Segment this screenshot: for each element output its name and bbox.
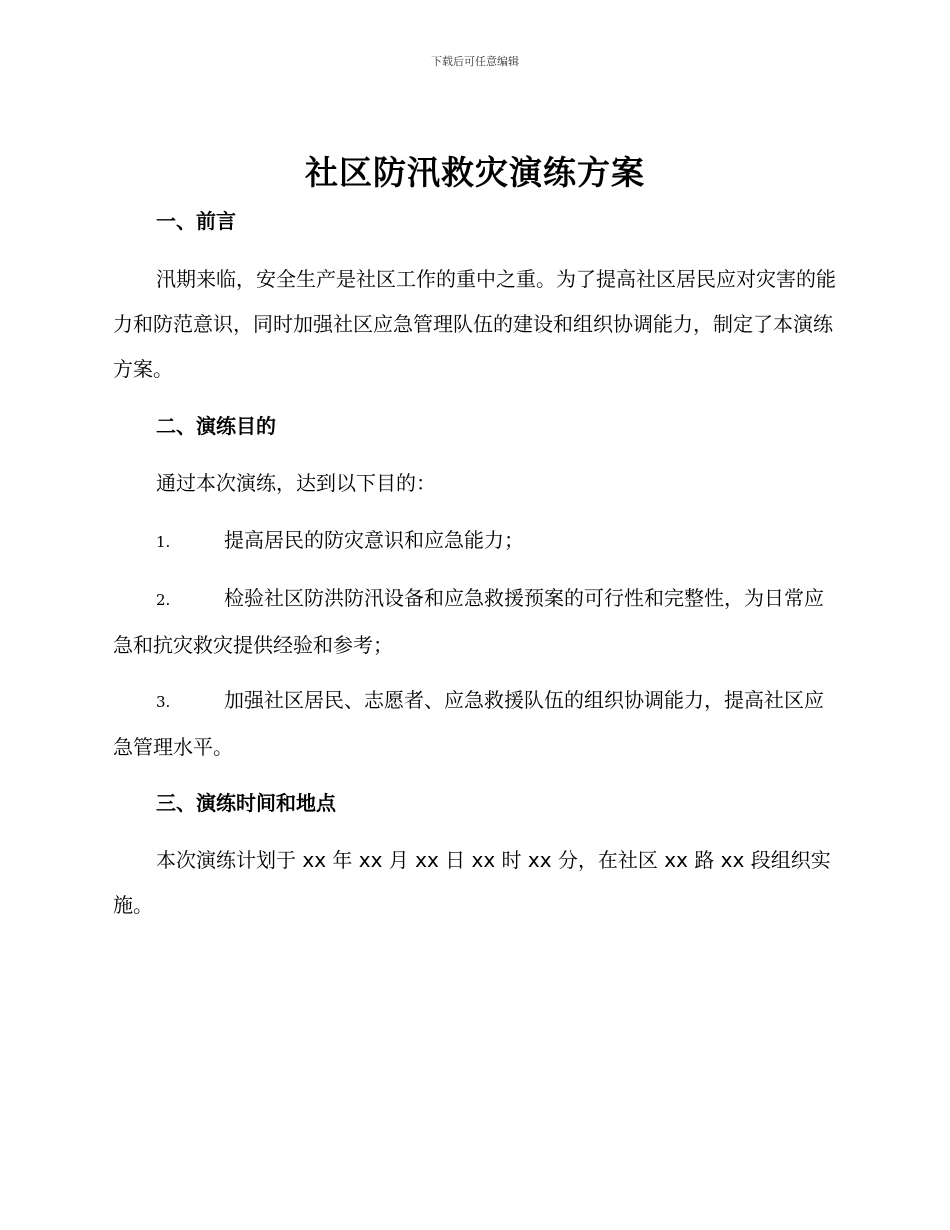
section-heading-time-location: 三、演练时间和地点 (156, 791, 336, 815)
document-title: 社区防汛救灾演练方案 (305, 153, 645, 192)
list-item-text: 加强社区居民、志愿者、应急救援队伍的组织协调能力，提高社区应急管理水平。 (113, 688, 824, 759)
list-item (113, 678, 838, 770)
header-note: 下载后可任意编辑 (431, 55, 519, 68)
section-paragraph-time-location: 本次演练计划于 xx 年 xx 月 xx 日 xx 时 xx 分，在社区 xx 路 xx 段组织实施。 (113, 848, 831, 917)
list-item (113, 576, 838, 668)
section-paragraph-purpose: 通过本次演练，达到以下目的： (156, 471, 436, 495)
list-item (113, 518, 838, 565)
section-heading-preface: 一、前言 (156, 209, 236, 233)
list-item-text: 检验社区防洪防汛设备和应急救援预案的可行性和完整性，为日常应急和抗灾救灾提供经验和参考； (113, 586, 824, 657)
list-item-text: 提高居民的防灾意识和应急能力； (224, 528, 524, 552)
list-item-number: 1. (156, 533, 171, 551)
list-item-number: 2. (156, 591, 171, 609)
list-item-number: 3. (156, 693, 171, 711)
section-heading-purpose: 二、演练目的 (156, 414, 276, 438)
section-paragraph-preface: 汛期来临，安全生产是社区工作的重中之重。为了提高社区居民应对灾害的能力和防范意识，同时加强社区应急管理队伍的建设和组织协调能力，制定了本演练方案。 (113, 267, 836, 381)
